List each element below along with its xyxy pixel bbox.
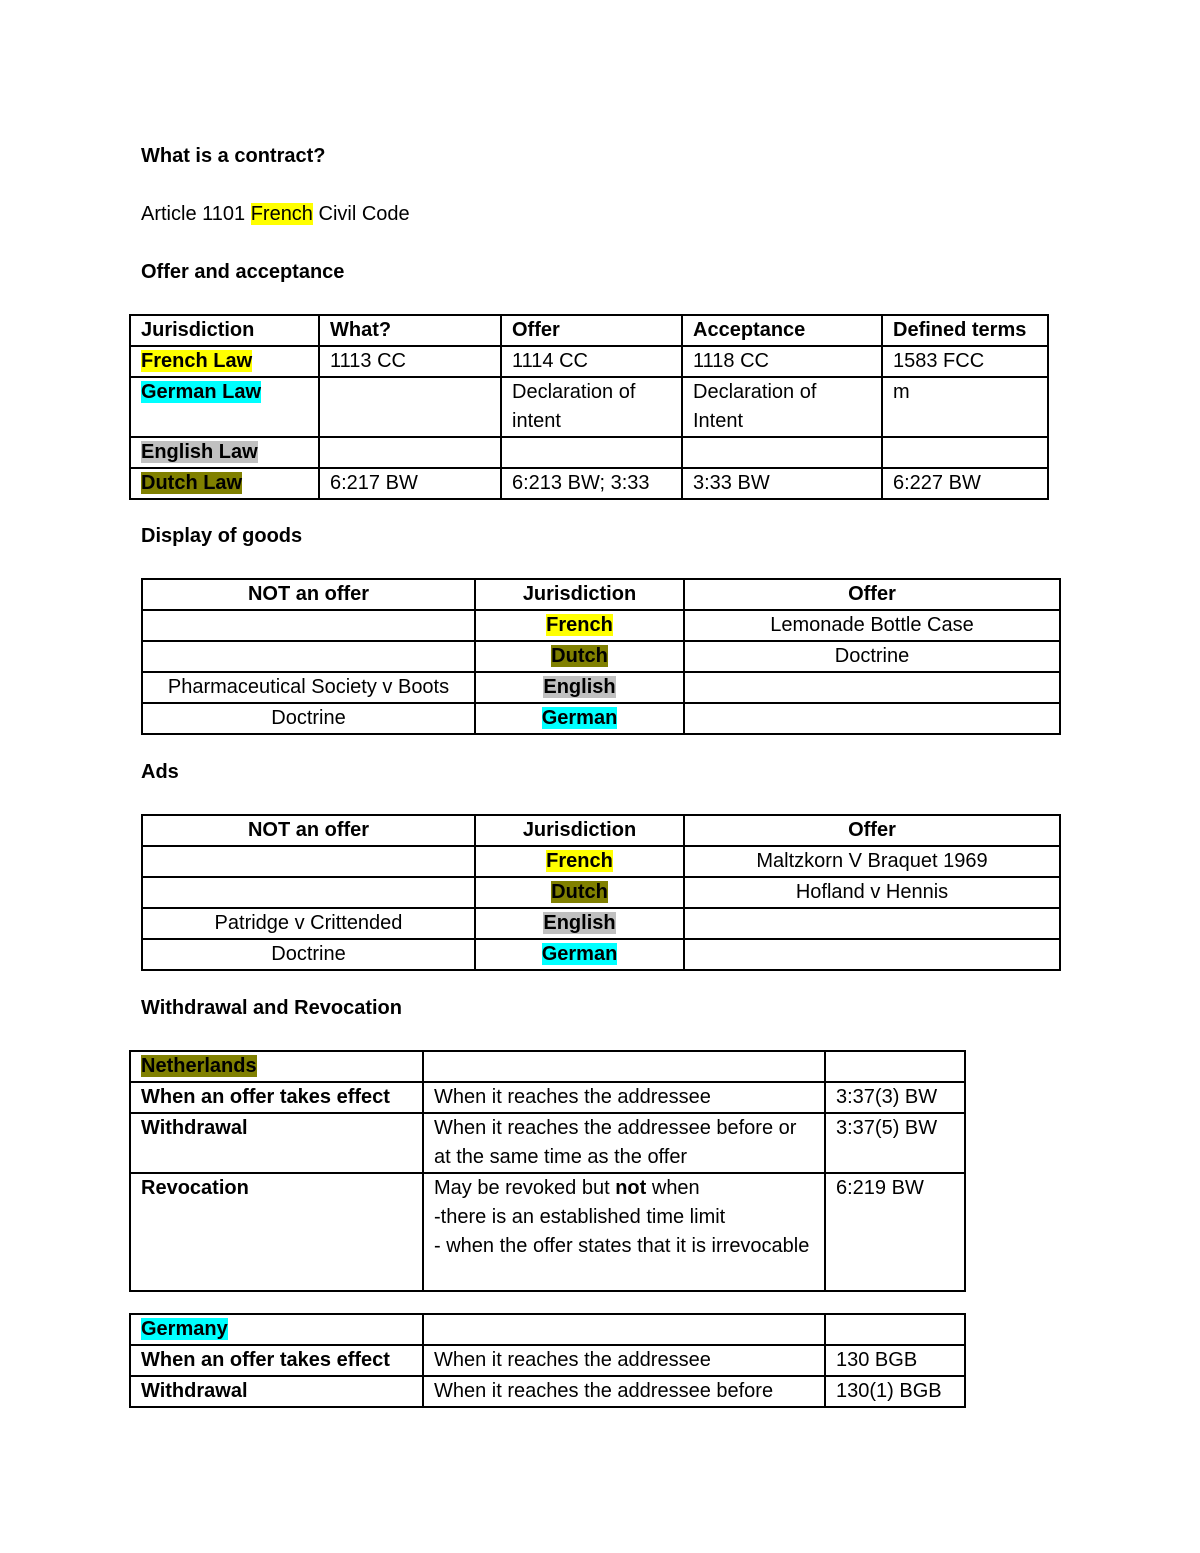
- display-goods-heading: Display of goods: [141, 525, 303, 547]
- header-cell: Jurisdiction: [475, 579, 684, 610]
- table-cell: [142, 610, 475, 641]
- table-row: [130, 1051, 965, 1082]
- table-cell: [319, 437, 501, 468]
- table-cell: Maltzkorn V Braquet 1969: [684, 846, 1060, 877]
- jurisdiction-label: German: [541, 707, 618, 729]
- table-row: [130, 468, 1048, 499]
- jurisdiction-label: English Law: [141, 441, 258, 463]
- header-cell: Offer: [501, 315, 682, 346]
- header-cell: Jurisdiction: [130, 315, 319, 346]
- offer-acceptance-heading: Offer and acceptance: [141, 261, 345, 283]
- header-cell: Offer: [684, 815, 1060, 846]
- table-row: [142, 641, 1060, 672]
- table-cell: [684, 939, 1060, 970]
- jurisdiction-label: French: [546, 614, 613, 636]
- row-label: When an offer takes effect: [130, 1345, 423, 1376]
- header-cell: NOT an offer: [142, 579, 475, 610]
- table-row: [142, 610, 1060, 641]
- revocation-line-1: May be revoked but not when: [434, 1177, 700, 1199]
- netherlands-table: [129, 1050, 966, 1292]
- table-cell: [682, 437, 882, 468]
- jurisdiction-label: French Law: [141, 350, 253, 372]
- table-cell: Pharmaceutical Society v Boots: [142, 672, 475, 703]
- table-row: [130, 1314, 965, 1345]
- page-title: What is a contract?: [141, 145, 326, 167]
- jurisdiction-label: English: [543, 912, 616, 934]
- table-cell: m: [882, 377, 1048, 437]
- jurisdiction-label: French: [546, 850, 613, 872]
- table-row: [130, 437, 1048, 468]
- jurisdiction-label: Dutch: [551, 881, 608, 903]
- table-row: [142, 939, 1060, 970]
- table-cell: 6:227 BW: [882, 468, 1048, 499]
- table-cell: When it reaches the addressee: [423, 1082, 825, 1113]
- article-highlight: French: [250, 203, 313, 225]
- withdrawal-heading: Withdrawal and Revocation: [141, 997, 402, 1019]
- revocation-line-2: -there is an established time limit: [434, 1206, 726, 1228]
- country-label: Netherlands: [141, 1055, 257, 1077]
- table-cell: 1114 CC: [501, 346, 682, 377]
- row-label: Withdrawal: [130, 1113, 423, 1173]
- table-cell: Patridge v Crittended: [142, 908, 475, 939]
- row-label: When an offer takes effect: [130, 1082, 423, 1113]
- table-cell: When it reaches the addressee before: [423, 1376, 825, 1407]
- table-cell: [825, 1314, 965, 1345]
- table-row: [142, 703, 1060, 734]
- display-goods-table: [141, 578, 1061, 735]
- table-cell: [142, 641, 475, 672]
- germany-table: [129, 1313, 966, 1408]
- table-row: [142, 846, 1060, 877]
- table-row: [130, 1376, 965, 1407]
- row-label: Withdrawal: [130, 1376, 423, 1407]
- table-cell: Doctrine: [142, 703, 475, 734]
- table-cell: 1583 FCC: [882, 346, 1048, 377]
- table-cell: [501, 437, 682, 468]
- ads-heading: Ads: [141, 761, 179, 783]
- jurisdiction-label: German: [541, 943, 618, 965]
- table-cell: [684, 703, 1060, 734]
- table-header-row: [142, 815, 1060, 846]
- table-cell: [684, 908, 1060, 939]
- header-cell: What?: [319, 315, 501, 346]
- table-cell: [142, 846, 475, 877]
- table-cell: 3:37(5) BW: [825, 1113, 965, 1173]
- jurisdiction-label: Dutch Law: [141, 472, 243, 494]
- table-cell: [684, 672, 1060, 703]
- revocation-text: [423, 1173, 825, 1291]
- header-cell: Offer: [684, 579, 1060, 610]
- table-cell: 1113 CC: [319, 346, 501, 377]
- table-row: [130, 377, 1048, 437]
- table-row: [130, 1173, 965, 1291]
- offer-acceptance-table: [129, 314, 1049, 500]
- article-suffix: Civil Code: [312, 203, 410, 225]
- table-cell: Lemonade Bottle Case: [684, 610, 1060, 641]
- table-cell: [423, 1051, 825, 1082]
- table-cell: 1118 CC: [682, 346, 882, 377]
- table-row: [142, 672, 1060, 703]
- article-prefix: Article 1101: [141, 203, 251, 225]
- table-row: [142, 877, 1060, 908]
- table-cell: When it reaches the addressee: [423, 1345, 825, 1376]
- table-cell: [423, 1314, 825, 1345]
- table-cell: [319, 377, 501, 437]
- header-cell: Defined terms: [882, 315, 1048, 346]
- revocation-line-3: - when the offer states that it is irrevocable: [434, 1235, 810, 1257]
- table-cell: When it reaches the addressee before or at the same time as the offer: [423, 1113, 825, 1173]
- jurisdiction-label: Dutch: [551, 645, 608, 667]
- table-cell: [882, 437, 1048, 468]
- article-line: [141, 202, 410, 226]
- table-cell: [825, 1051, 965, 1082]
- table-row: [130, 1113, 965, 1173]
- table-header-row: [142, 579, 1060, 610]
- table-row: [142, 908, 1060, 939]
- ads-table: [141, 814, 1061, 971]
- table-cell: 3:37(3) BW: [825, 1082, 965, 1113]
- header-cell: NOT an offer: [142, 815, 475, 846]
- table-cell: 130(1) BGB: [825, 1376, 965, 1407]
- table-cell: Doctrine: [142, 939, 475, 970]
- table-cell: [142, 877, 475, 908]
- header-cell: Jurisdiction: [475, 815, 684, 846]
- jurisdiction-label: German Law: [141, 381, 262, 403]
- table-cell: 3:33 BW: [682, 468, 882, 499]
- table-cell: Declaration of intent: [501, 377, 682, 437]
- table-cell: 130 BGB: [825, 1345, 965, 1376]
- table-cell: 6:219 BW: [825, 1173, 965, 1291]
- jurisdiction-label: English: [543, 676, 616, 698]
- table-header-row: [130, 315, 1048, 346]
- table-cell: Hofland v Hennis: [684, 877, 1060, 908]
- table-cell: Declaration of Intent: [682, 377, 882, 437]
- table-row: [130, 1345, 965, 1376]
- row-label: Revocation: [130, 1173, 423, 1291]
- country-label: Germany: [141, 1318, 228, 1340]
- table-row: [130, 1082, 965, 1113]
- table-cell: Doctrine: [684, 641, 1060, 672]
- header-cell: Acceptance: [682, 315, 882, 346]
- table-cell: 6:217 BW: [319, 468, 501, 499]
- table-cell: 6:213 BW; 3:33: [501, 468, 682, 499]
- table-row: [130, 346, 1048, 377]
